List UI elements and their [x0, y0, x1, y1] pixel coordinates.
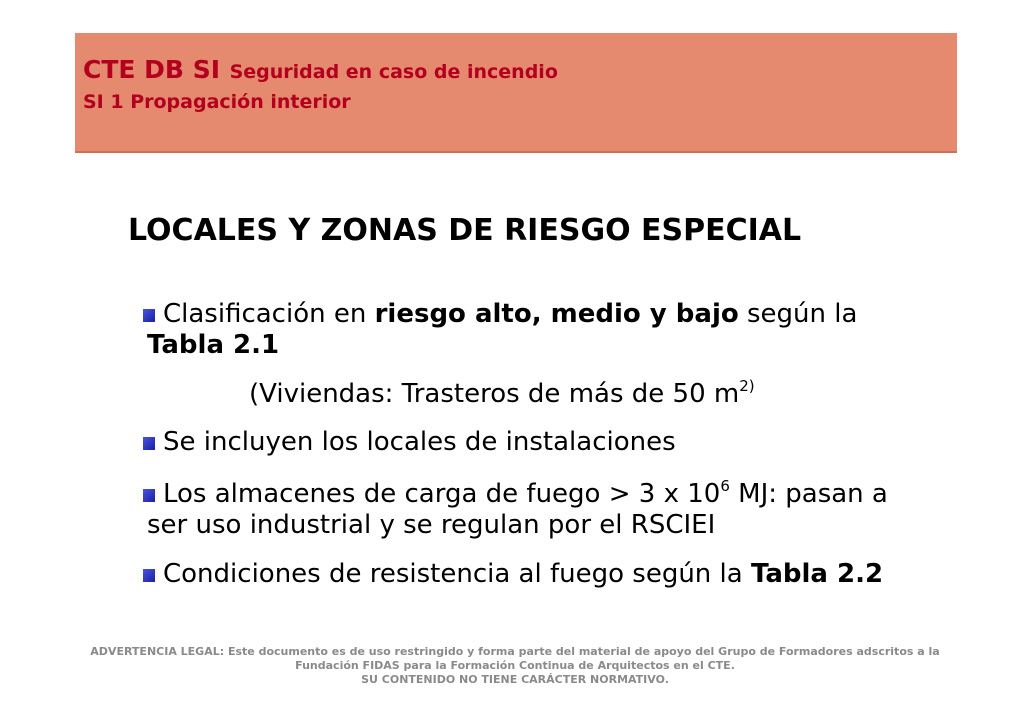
header-title-text: Seguridad en caso de incendio: [229, 61, 558, 83]
bullet-icon: [143, 489, 155, 502]
bullet-3-suffix: MJ: pasan a: [729, 479, 888, 509]
header-code: CTE DB SI: [83, 55, 220, 84]
bullet-3-line2: ser uso industrial y se regulan por el RSCIEI: [147, 510, 716, 540]
bullet-1-suffix: según la: [738, 299, 858, 329]
bullet-item-3: [143, 477, 888, 511]
bullet-4-prefix: Condiciones de resistencia al fuego según la: [163, 559, 751, 589]
legal-notice: [80, 645, 950, 687]
bullet-1-bold: riesgo alto, medio y bajo: [374, 299, 739, 329]
bullet-1-prefix: Clasificación en: [163, 299, 375, 329]
main-title: LOCALES Y ZONAS DE RIESGO ESPECIAL: [128, 213, 802, 248]
note-text: (Viviendas: Trasteros de más de 50 m: [249, 379, 740, 409]
bullet-3-prefix: Los almacenes de carga de fuego > 3 x 10: [163, 479, 721, 509]
bullet-2-text: Se incluyen los locales de instalaciones: [163, 427, 676, 457]
legal-line-2: Fundación FIDAS para la Formación Continua de Arquitectos en el CTE.: [295, 659, 735, 672]
bullet-icon: [143, 569, 155, 582]
viviendas-note: [249, 377, 755, 411]
bullet-3-sup: 6: [720, 477, 730, 495]
header-band: [75, 33, 957, 153]
bullet-item-1: [143, 297, 857, 331]
bullet-1-line2: Tabla 2.1: [147, 330, 280, 360]
header-title: [83, 55, 558, 84]
bullet-icon: [143, 437, 155, 450]
legal-line-3: SU CONTENIDO NO TIENE CARÁCTER NORMATIVO.: [361, 673, 669, 686]
bullet-item-4: [143, 557, 883, 591]
bullet-icon: [143, 309, 155, 322]
bullet-4-bold: Tabla 2.2: [750, 559, 884, 589]
note-sup: 2): [739, 377, 755, 395]
bullet-item-2: [143, 425, 676, 459]
header-subtitle: SI 1 Propagación interior: [83, 91, 351, 113]
legal-line-1: ADVERTENCIA LEGAL: Este documento es de uso restringido y forma parte del material de apoyo del Grupo de Formadores adscritos a la: [90, 645, 940, 658]
